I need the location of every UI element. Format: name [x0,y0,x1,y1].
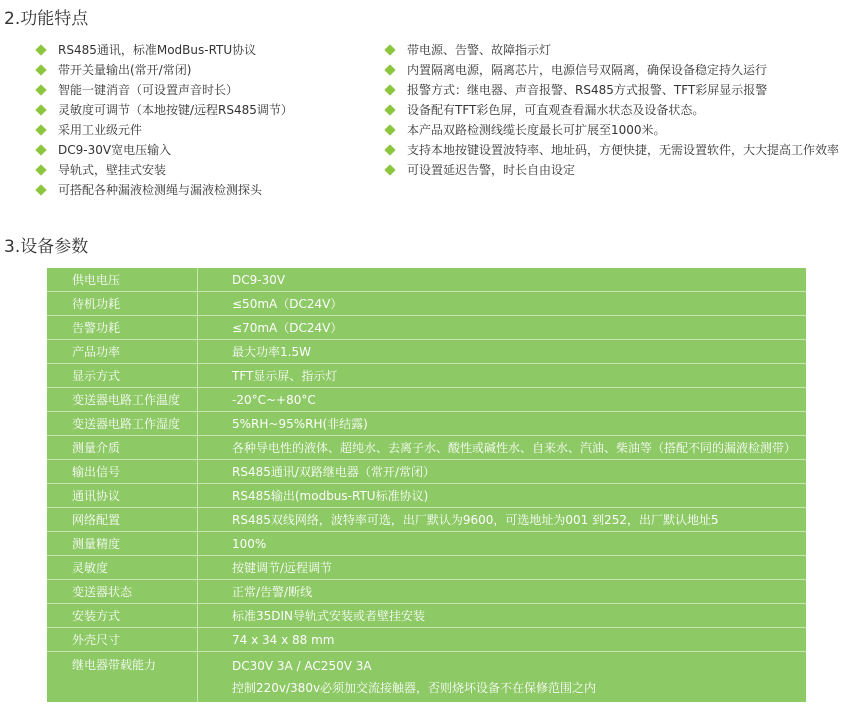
spec-label: 告警功耗 [47,316,198,340]
feature-text: 内置隔离电源，隔离芯片，电源信号双隔离，确保设备稳定持久运行 [407,63,768,77]
feature-item [385,100,839,120]
diamond-bullet-icon [384,64,395,75]
diamond-bullet-icon [35,84,46,95]
feature-text: 可设置延迟告警，时长自由设定 [407,163,576,177]
feature-item [36,160,293,180]
spec-label: 安装方式 [47,604,198,628]
spec-value: 5%RH~95%RH(非结露) [198,412,807,436]
spec-label: 变送器电路工作湿度 [47,412,198,436]
feature-text: 带电源、告警、故障指示灯 [407,43,552,57]
feature-item [36,40,293,60]
feature-text: 可搭配各种漏液检测绳与漏液检测探头 [58,183,263,197]
spec-row [47,268,806,292]
feature-text: 智能一键消音（可设置声音时长） [58,83,239,97]
features-title: 2.功能特点 [4,9,89,29]
feature-text: 设备配有TFT彩色屏，可直观查看漏水状态及设备状态。 [407,103,705,117]
spec-value: 74 x 34 x 88 mm [198,628,807,652]
spec-row [47,436,806,460]
spec-row [47,388,806,412]
spec-row [47,532,806,556]
spec-label: 通讯协议 [47,484,198,508]
relay-note: 控制220v/380v必须加交流接触器，否则烧坏设备不在保修范围之内 [232,681,597,695]
spec-label: 输出信号 [47,460,198,484]
spec-row [47,292,806,316]
diamond-bullet-icon [35,184,46,195]
spec-row [47,340,806,364]
spec-value: ≤70mA（DC24V） [198,316,807,340]
feature-text: 支持本地按键设置波特率、地址码，方便快捷，无需设置软件，大大提高工作效率 [407,143,840,157]
diamond-bullet-icon [384,164,395,175]
feature-item [36,140,293,160]
spec-value: DC9-30V [198,268,807,292]
feature-text: 本产品双路检测线缆长度最长可扩展至1000米。 [407,123,666,137]
spec-value: 各种导电性的液体、超纯水、去离子水、酸性或碱性水、自来水、汽油、柴油等（搭配不同的漏液检测带） [198,436,807,460]
spec-label: 灵敏度 [47,556,198,580]
spec-label: 网络配置 [47,508,198,532]
spec-row [47,580,806,604]
feature-item [36,60,293,80]
diamond-bullet-icon [384,84,395,95]
spec-row [47,412,806,436]
spec-row [47,316,806,340]
spec-value: 100% [198,532,807,556]
spec-row [47,460,806,484]
spec-label: 显示方式 [47,364,198,388]
spec-label: 变送器电路工作温度 [47,388,198,412]
diamond-bullet-icon [384,144,395,155]
spec-label: 供电电压 [47,268,198,292]
spec-label: 待机功耗 [47,292,198,316]
feature-item [385,80,839,100]
feature-item [36,80,293,100]
feature-text: 带开关量输出(常开/常闭) [58,63,192,77]
spec-row [47,364,806,388]
spec-value: 按键调节/远程调节 [198,556,807,580]
features-right-list [385,40,839,180]
spec-row [47,508,806,532]
diamond-bullet-icon [384,44,395,55]
spec-row [47,484,806,508]
diamond-bullet-icon [384,124,395,135]
spec-value: TFT显示屏、指示灯 [198,364,807,388]
spec-value [198,652,807,703]
feature-item [385,140,839,160]
spec-row [47,628,806,652]
feature-item [385,40,839,60]
feature-text: RS485通讯，标准ModBus-RTU协议 [58,43,257,57]
diamond-bullet-icon [384,104,395,115]
diamond-bullet-icon [35,44,46,55]
spec-value: 正常/告警/断线 [198,580,807,604]
spec-label: 产品功率 [47,340,198,364]
spec-label: 测量介质 [47,436,198,460]
spec-value: 标准35DIN导轨式安装或者壁挂安装 [198,604,807,628]
spec-value: ≤50mA（DC24V） [198,292,807,316]
diamond-bullet-icon [35,144,46,155]
feature-text: DC9-30V宽电压输入 [58,143,172,157]
feature-item [385,160,839,180]
spec-label: 测量精度 [47,532,198,556]
feature-item [36,100,293,120]
spec-row [47,604,806,628]
diamond-bullet-icon [35,64,46,75]
feature-item [36,120,293,140]
spec-value: RS485通讯/双路继电器（常开/常闭） [198,460,807,484]
spec-row [47,556,806,580]
feature-text: 导轨式，壁挂式安装 [58,163,167,177]
relay-rating: DC30V 3A / AC250V 3A [232,659,372,673]
spec-table [47,268,806,702]
diamond-bullet-icon [35,104,46,115]
spec-label: 变送器状态 [47,580,198,604]
diamond-bullet-icon [35,124,46,135]
feature-text: 报警方式：继电器、声音报警、RS485方式报警、TFT彩屏显示报警 [407,83,768,97]
feature-item [36,180,293,200]
feature-item [385,120,839,140]
spec-row-relay [47,652,806,703]
feature-text: 灵敏度可调节（本地按键/远程RS485调节） [58,103,293,117]
feature-text: 采用工业级元件 [58,123,143,137]
spec-label: 外壳尺寸 [47,628,198,652]
diamond-bullet-icon [35,164,46,175]
spec-value: RS485输出(modbus-RTU标准协议) [198,484,807,508]
spec-value: -20°C~+80°C [198,388,807,412]
specs-title: 3.设备参数 [4,237,89,257]
features-left-list [36,40,293,200]
spec-value: 最大功率1.5W [198,340,807,364]
spec-label: 继电器带载能力 [47,652,198,703]
feature-item [385,60,839,80]
spec-value: RS485双线网络，波特率可选，出厂默认为9600，可选地址为001 到252，出厂默认地址5 [198,508,807,532]
